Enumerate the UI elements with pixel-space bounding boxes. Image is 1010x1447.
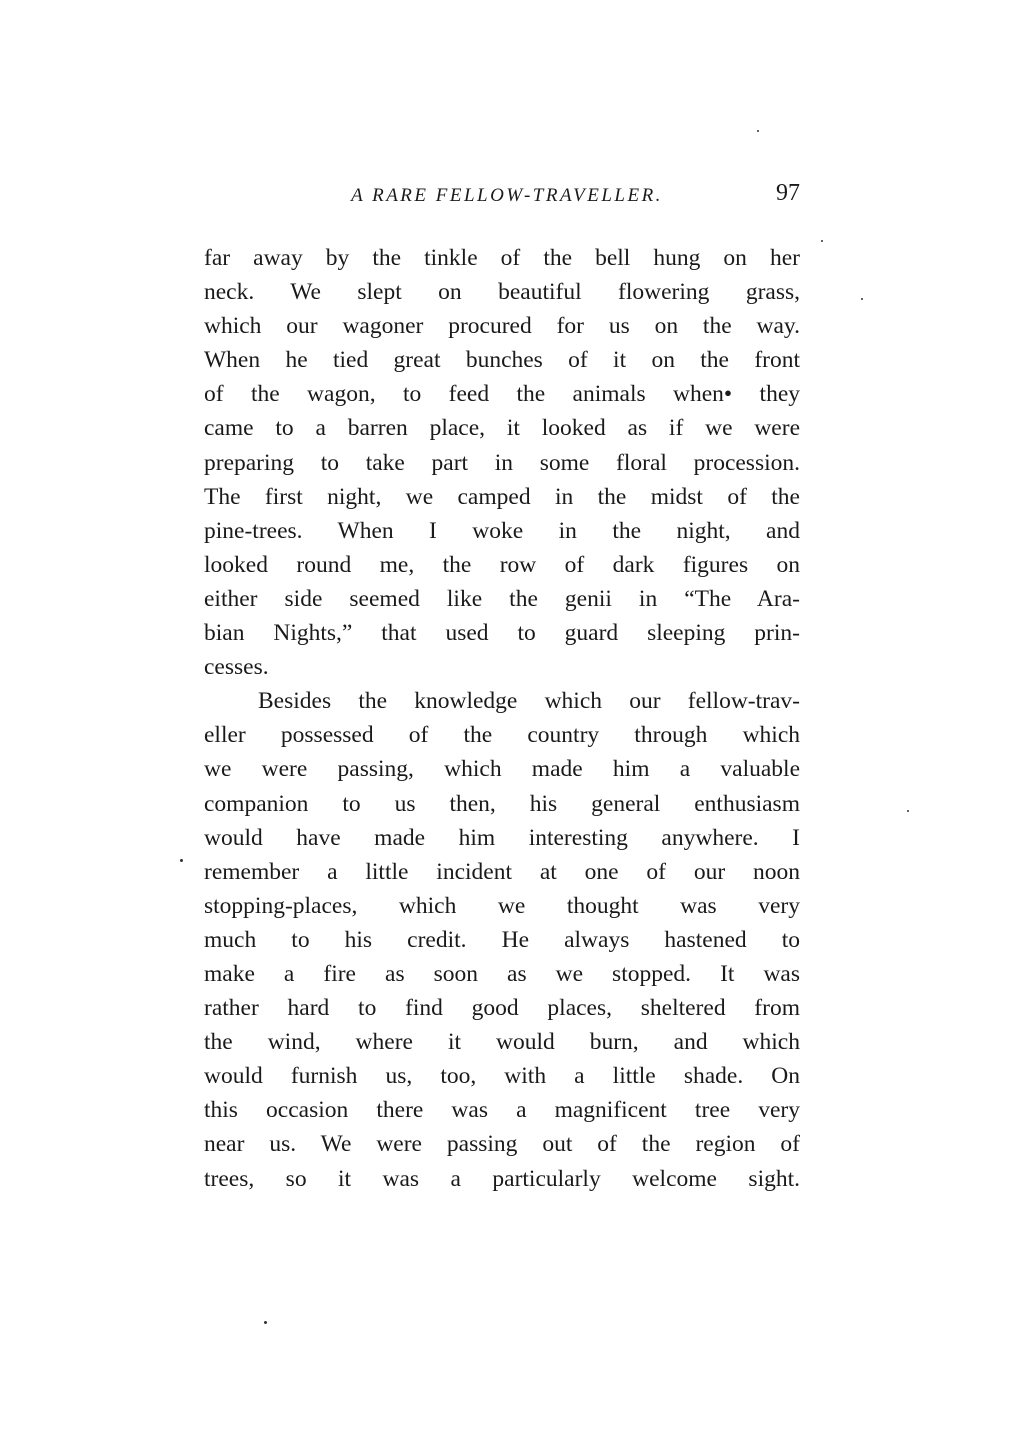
paragraph-end-line: cesses. [204, 654, 269, 681]
text-line: rather hard to find good places, sheltered from [204, 995, 800, 1022]
text-line: near us. We were passing out of the region of [204, 1131, 800, 1158]
text-line: pine-trees. When I woke in the night, and [204, 517, 800, 544]
text-line: preparing to take part in some floral procession. [204, 449, 800, 476]
text-line: which our wagoner procured for us on the way. [204, 313, 800, 340]
scan-speck [264, 1321, 267, 1324]
text-line: neck. We slept on beautiful flowering grass, [204, 279, 800, 306]
scan-speck [180, 859, 183, 862]
text-line: came to a barren place, it looked as if we were [204, 415, 800, 442]
text-line: eller possessed of the country through which [204, 722, 800, 749]
running-head [204, 178, 800, 212]
text-line: bian Nights,” that used to guard sleeping prin- [204, 620, 800, 647]
text-line: much to his credit. He always hastened to [204, 926, 800, 953]
body-text [204, 241, 800, 1196]
text-line: we were passing, which made him a valuable [204, 756, 800, 783]
text-line: remember a little incident at one of our noon [204, 858, 800, 885]
text-line: make a fire as soon as we stopped. It was [204, 960, 800, 987]
text-line: When he tied great bunches of it on the front [204, 347, 800, 374]
text-line: far away by the tinkle of the bell hung on her [204, 245, 800, 271]
text-line: would furnish us, too, with a little shade. On [204, 1063, 800, 1090]
text-line: trees, so it was a particularly welcome sight. [204, 1165, 800, 1192]
text-line: this occasion there was a magnificent tree very [204, 1097, 800, 1124]
text-line: of the wagon, to feed the animals when• they [204, 381, 800, 408]
paragraph-first-line: Besides the knowledge which our fellow-trav- [258, 688, 800, 715]
text-line: stopping-places, which we thought was very [204, 892, 800, 919]
text-line: would have made him interesting anywhere. I [204, 824, 800, 851]
text-line: either side seemed like the genii in “The Ara- [204, 585, 800, 612]
running-title: A RARE FELLOW-TRAVELLER. [351, 185, 663, 206]
scan-speck [861, 298, 863, 300]
scan-speck [757, 130, 759, 132]
text-line: companion to us then, his general enthusiasm [204, 790, 800, 817]
text-line: looked round me, the row of dark figures on [204, 551, 800, 578]
scan-speck [821, 240, 823, 242]
text-line: The first night, we camped in the midst of the [204, 483, 800, 510]
scan-speck [907, 810, 909, 812]
page-number: 97 [776, 180, 800, 206]
text-line: the wind, where it would burn, and which [204, 1029, 800, 1056]
